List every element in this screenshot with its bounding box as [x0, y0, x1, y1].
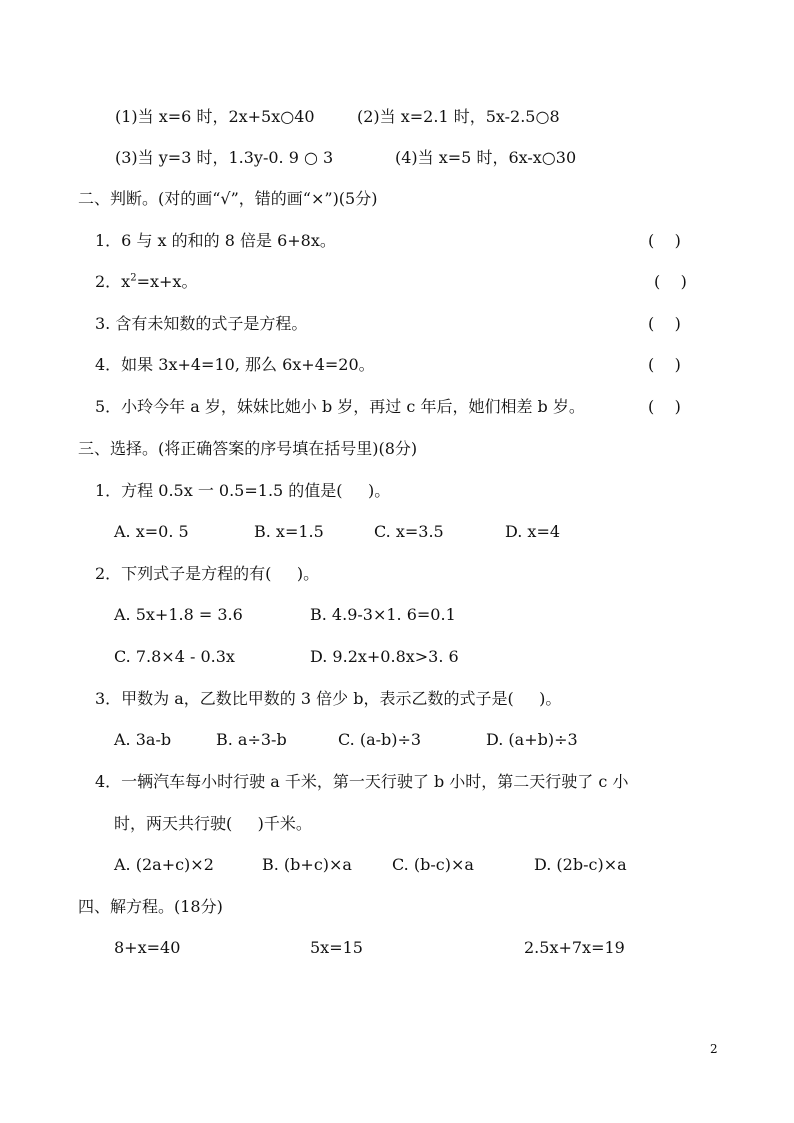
- equation-2: 5x=15: [310, 938, 363, 957]
- answer-blank-2[interactable]: ( ): [654, 272, 687, 291]
- choice-4-option-c: C. (b-c)×a: [392, 855, 474, 874]
- choice-2-option-d: D. 9.2x+0.8x>3. 6: [310, 647, 459, 666]
- answer-blank-1[interactable]: ( ): [648, 231, 681, 250]
- choice-4-option-a: A. (2a+c)×2: [114, 855, 214, 874]
- choice-3-option-d: D. (a+b)÷3: [486, 730, 578, 749]
- choice-2-option-b: B. 4.9-3×1. 6=0.1: [310, 605, 456, 624]
- q2-exponent: 2: [130, 272, 137, 284]
- judge-question-3: 3. 含有未知数的式子是方程。: [95, 314, 308, 333]
- choice-1-option-b: B. x=1.5: [254, 522, 324, 541]
- judge-question-2: [95, 272, 197, 292]
- choice-question-2: 2．下列式子是方程的有( )。: [95, 564, 320, 583]
- judge-question-4: 4．如果 3x+4=10, 那么 6x+4=20。: [95, 355, 375, 374]
- choice-1-option-a: A. x=0. 5: [114, 522, 189, 541]
- section-heading-choice: 三、选择。(将正确答案的序号填在括号里)(8分): [78, 439, 418, 458]
- section-heading-judge: 二、判断。(对的画“√”，错的画“×”)(5分): [78, 189, 378, 208]
- choice-3-option-a: A. 3a-b: [114, 730, 172, 749]
- judge-question-5: 5．小玲今年 a 岁，妹妹比她小 b 岁，再过 c 年后，她们相差 b 岁。: [95, 397, 585, 416]
- choice-1-option-c: C. x=3.5: [374, 522, 444, 541]
- section-heading-solve: 四、解方程。(18分): [78, 897, 223, 916]
- choice-3-option-b: B. a÷3-b: [216, 730, 287, 749]
- page-number: 2: [710, 1042, 718, 1056]
- answer-blank-3[interactable]: ( ): [648, 314, 681, 333]
- choice-2-option-a: A. 5x+1.8 = 3.6: [114, 605, 243, 624]
- answer-blank-4[interactable]: ( ): [648, 355, 681, 374]
- q2-base: 2．x: [95, 272, 131, 291]
- judge-question-1: 1．6 与 x 的和的 8 倍是 6+8x。: [95, 231, 336, 250]
- answer-blank-5[interactable]: ( ): [648, 397, 681, 416]
- choice-3-option-c: C. (a-b)÷3: [338, 730, 422, 749]
- choice-question-3: 3．甲数为 a，乙数比甲数的 3 倍少 b，表示乙数的式子是( )。: [95, 689, 562, 708]
- choice-question-1: 1．方程 0.5x 一 0.5=1.5 的值是( )。: [95, 481, 391, 500]
- choice-1-option-d: D. x=4: [505, 522, 561, 541]
- choice-4-option-b: B. (b+c)×a: [262, 855, 352, 874]
- choice-question-4-line-2: 时，两天共行驶( )千米。: [114, 814, 312, 833]
- compare-item-4: (4)当 x=5 时，6x-x○30: [395, 148, 577, 167]
- choice-4-option-d: D. (2b-c)×a: [534, 855, 627, 874]
- equation-1: 8+x=40: [114, 938, 181, 957]
- equation-3: 2.5x+7x=19: [524, 938, 625, 957]
- compare-item-3: (3)当 y=3 时，1.3y-0. 9 ○ 3: [115, 148, 334, 167]
- compare-item-2: (2)当 x=2.1 时，5x-2.5○8: [357, 107, 560, 126]
- choice-2-option-c: C. 7.8×4 - 0.3x: [114, 647, 235, 666]
- compare-item-1: (1)当 x=6 时，2x+5x○40: [115, 107, 315, 126]
- q2-rest: =x+x。: [136, 272, 198, 291]
- choice-question-4-line-1: 4．一辆汽车每小时行驶 a 千米，第一天行驶了 b 小时，第二天行驶了 c 小: [95, 772, 629, 791]
